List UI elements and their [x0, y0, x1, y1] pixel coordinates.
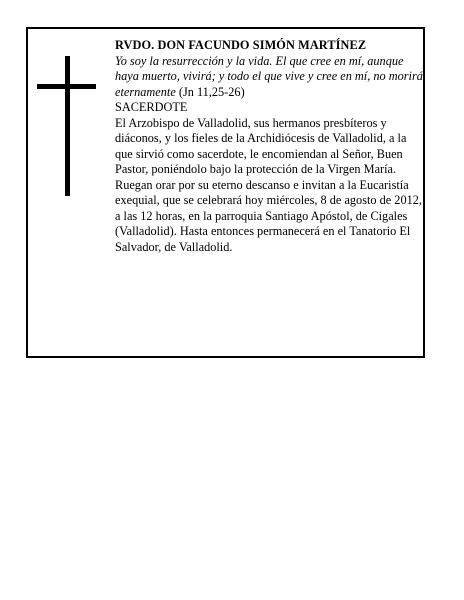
bible-quote-text: Yo soy la resurrección y la vida. El que cree en mí, aunque haya muerto, vivirá; y todo el que vive y cree en mí, no morirá eternamente: [115, 53, 423, 99]
funeral-details-paragraph: Ruegan orar por su eterno descanso e invitan a la Eucaristía exequial, que se celebrará hoy miércoles, 8 de agosto de 2012, a las 12 horas, en la parroquia Santiago Apóstol, de Cigales (Valladolid). Hasta entonces permanecerá en el Tanatorio El Salvador, de Valladolid.: [115, 177, 422, 254]
deceased-title: SACERDOTE: [115, 100, 188, 114]
announcement-paragraph: El Arzobispo de Valladolid, sus hermanos presbíteros y diáconos, y los fieles de la Archidiócesis de Valladolid, a la que sirvió como sacerdote, le encomiendan al Señor, Buen Pastor, poniéndolo bajo la protección de la Virgen María.: [115, 115, 407, 176]
obituary-text: [115, 38, 423, 255]
cross-icon: [65, 56, 70, 196]
bible-reference: (Jn 11,25-26): [178, 84, 245, 99]
cross-icon-crossbar: [37, 84, 96, 89]
deceased-name: RVDO. DON FACUNDO SIMÓN MARTÍNEZ: [115, 38, 367, 52]
bible-quote: [115, 54, 423, 101]
